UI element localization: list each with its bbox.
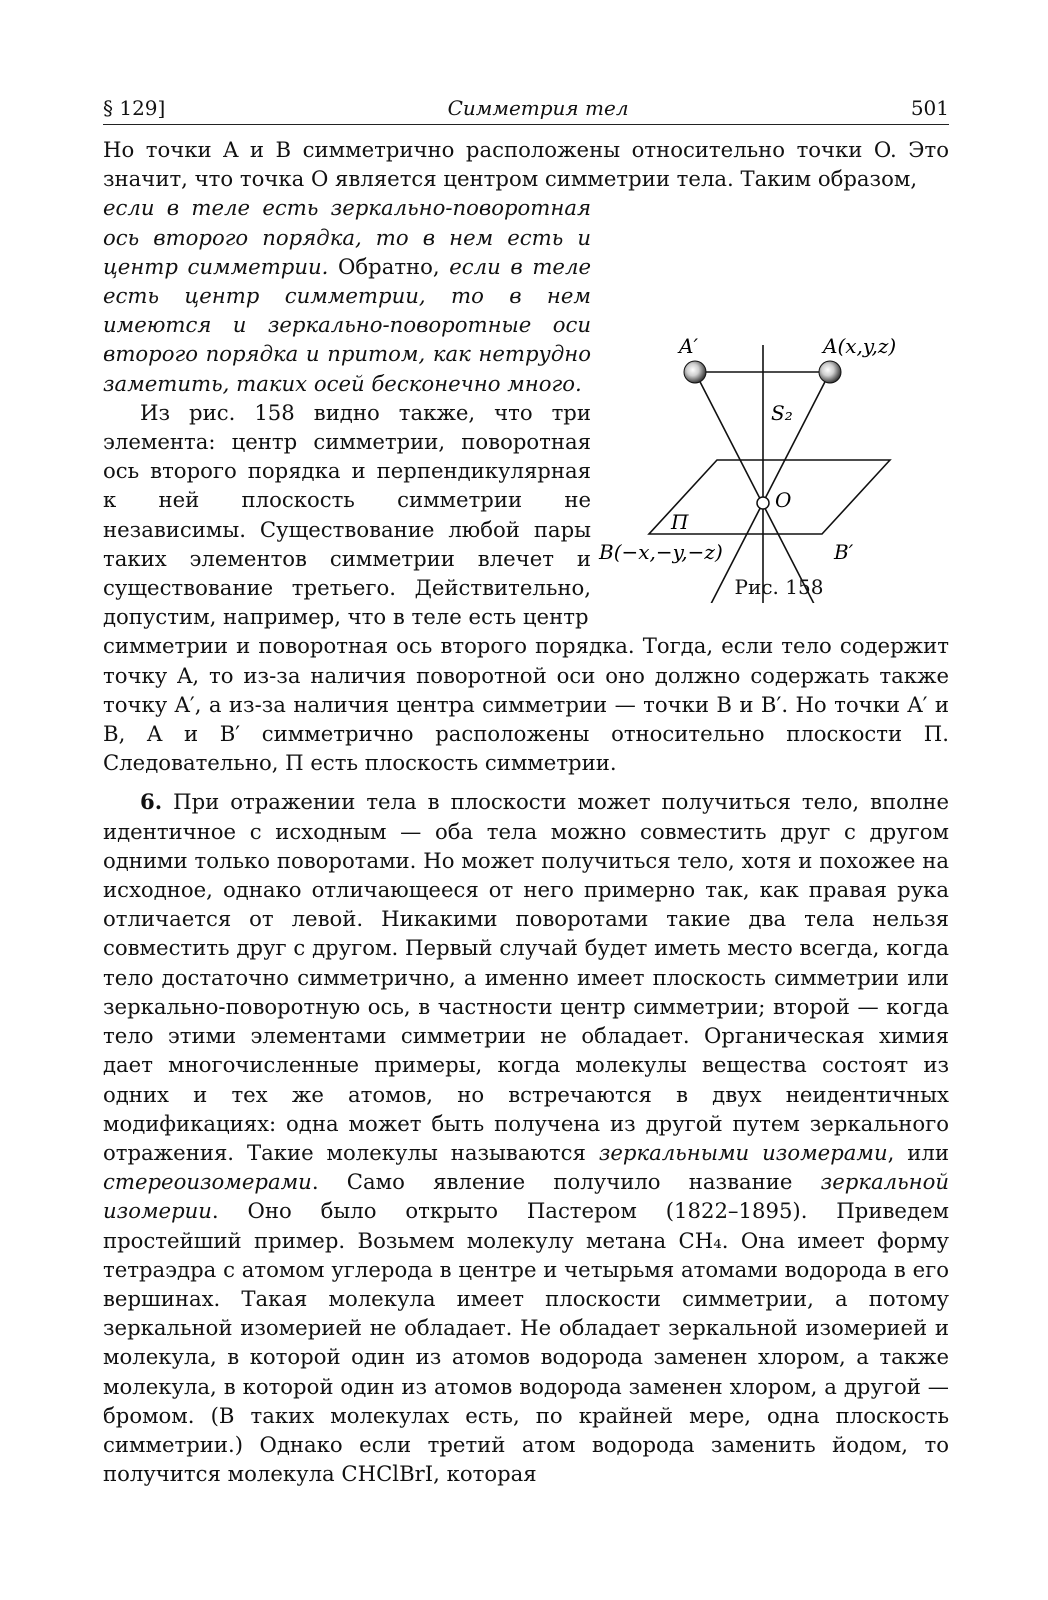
label-b: B(−x,−y,−z) bbox=[599, 540, 723, 565]
label-a: A(x,y,z) bbox=[823, 334, 897, 359]
theorem-paragraph bbox=[103, 193, 591, 397]
converse-statement: если в теле есть центр симметрии, то в нем имеются и зеркально-поворотные оси второго порядка и притом, как нетрудно заметить, таких осей бесконечно много. bbox=[103, 253, 591, 396]
label-o: O bbox=[775, 488, 792, 513]
section-6-part2: , или bbox=[887, 1139, 949, 1165]
book-page bbox=[103, 96, 949, 1488]
bottom-labels bbox=[589, 531, 929, 571]
label-s2: S₂ bbox=[771, 401, 793, 426]
intro-paragraph bbox=[103, 135, 949, 193]
term-mirror-isomers: зеркальными изомерами bbox=[598, 1139, 888, 1165]
continued-text: симметрии и поворотная ось второго порядка. Тогда, если тело содержит точку A, то из-за наличия поворотной оси оно должно содержать также точку A′, а из-за наличия центра симметрии — точки B и B′. Но точки A′ и B, A и B′ симметрично расположены относительно плоскости П. Следовательно, П есть плоскость симметрии. bbox=[103, 633, 949, 776]
section-6-part3: . Само явление получило название bbox=[311, 1169, 821, 1195]
continued-paragraph bbox=[103, 631, 949, 777]
figure-caption: Рис. 158 bbox=[734, 575, 824, 600]
label-a-prime: A′ bbox=[679, 334, 698, 359]
label-p: П bbox=[671, 510, 689, 535]
label-b-prime: B′ bbox=[834, 540, 854, 565]
elements-paragraph: Из рис. 158 видно также, что три элемента: центр симметрии, поворотная ось второго порядка и перпендикулярная к ней плоскость симметрии не независимы. Существование любой пары таких элементов симметрии влечет и существование третьего. Действительно, допустим, например, что в теле есть центр bbox=[103, 399, 591, 630]
section-number: § 129] bbox=[103, 96, 166, 120]
center-o-point bbox=[757, 497, 769, 509]
running-title: Симметрия тел bbox=[447, 96, 629, 120]
section-6-number: 6. bbox=[140, 789, 163, 815]
section-6-text bbox=[103, 787, 949, 1488]
page-number: 501 bbox=[910, 96, 949, 120]
figure-158 bbox=[599, 193, 949, 631]
theorem-statement: если в теле есть зеркально-поворотная ось второго порядка, то в нем есть и центр симметрии. bbox=[103, 195, 591, 279]
term-mirror-isomerism: зеркальной изомерии bbox=[103, 1169, 949, 1224]
term-stereoisomers: стереоизомерами bbox=[103, 1169, 312, 1195]
point-a-prime bbox=[684, 361, 706, 383]
figure-wrap-block bbox=[103, 193, 949, 631]
section-6-paragraph bbox=[103, 787, 949, 1488]
conversely-word: Обратно, bbox=[328, 253, 450, 279]
wrapped-text-column bbox=[103, 193, 591, 631]
intro-text: Но точки A и B симметрично расположены относительно точки O. Это значит, что точка O является центром симметрии тела. Таким образом, bbox=[103, 137, 949, 192]
section-6-part1: При отражении тела в плоскости может получиться тело, вполне идентичное с исходным — оба тела можно совместить друг с другом одними только поворотами. Но может получиться тело, хотя и похожее на исходное, однако отличающееся от него примерно так, как правая рука отличается от левой. Никакими поворотами такие два тела нельзя совместить друг с другом. Первый случай будет иметь место всегда, когда тело достаточно симметрично, а именно имеет плоскость симметрии или зеркально-поворотную ось, в частности центр симметрии; второй — когда тело этими элементами симметрии не обладает. Органическая химия дает многочисленные примеры, когда молекулы вещества состоят из одних и тех же атомов, но встречаются в двух неидентичных модификациях: одна может быть получена из другой путем зеркального отражения. Такие молекулы называются bbox=[103, 789, 949, 1165]
point-a bbox=[819, 361, 841, 383]
running-head bbox=[103, 96, 949, 125]
section-6-part4: . Оно было открыто Пастером (1822–1895). Приведем простейший пример. Возьмем молекулу метана CH₄. Она имеет форму тетраэдра с атомом углерода в центре и четырьмя атомами водорода в его вершинах. Такая молекула имеет плоскости симметрии, а потому зеркальной изомерией не обладает. Не обладает зеркальной изомерией и молекула, в которой один из атомов водорода заменен хлором, а также молекула, в которой один из атомов водорода заменен хлором, а другой — бромом. (В таких молекулах есть, по крайней мере, одна плоскость симметрии.) Однако если третий атом водорода заменить йодом, то получится молекула CHClBrI, которая bbox=[103, 1198, 949, 1487]
